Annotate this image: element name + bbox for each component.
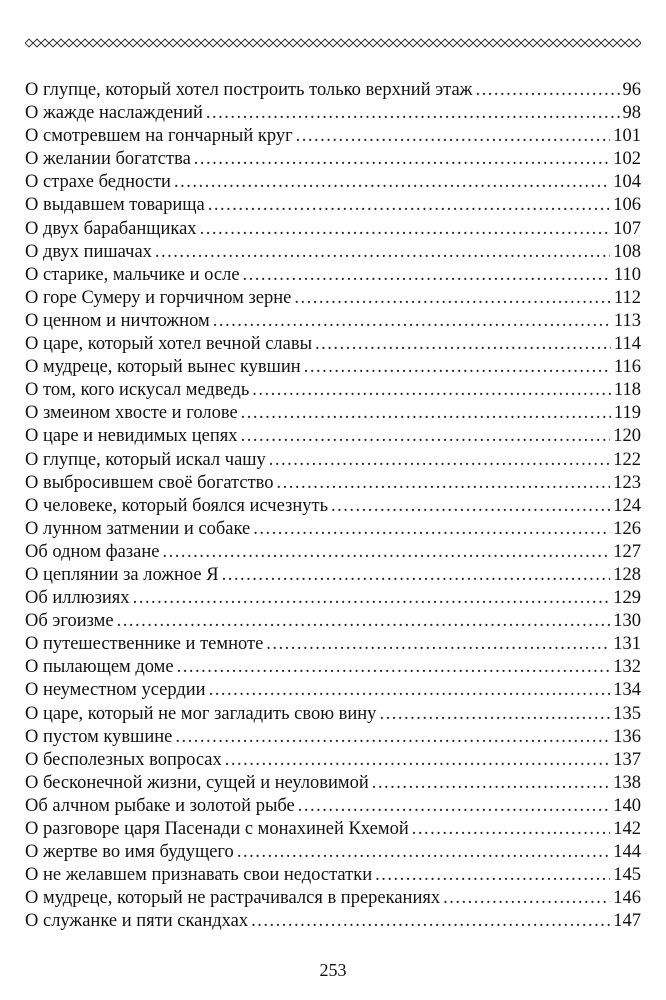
dot-leader — [298, 795, 611, 818]
toc-entry-page: 137 — [613, 749, 641, 770]
toc-entry-title: О пустом кувшине — [25, 726, 173, 747]
dot-leader — [252, 379, 611, 402]
dot-leader — [222, 564, 611, 587]
dot-leader — [174, 171, 610, 194]
toc-entry — [25, 818, 641, 841]
toc-entry — [25, 679, 641, 702]
dot-leader — [296, 125, 611, 148]
toc-entry-page: 142 — [613, 819, 641, 839]
toc-entry-page: 112 — [613, 287, 641, 308]
toc-entry-page: 145 — [613, 865, 641, 886]
toc-entry-title: О царе, который хотел вечной славы — [25, 334, 313, 355]
dot-leader — [251, 910, 610, 933]
toc-entry — [25, 102, 641, 125]
toc-entry — [25, 703, 641, 726]
toc-entry-page: 146 — [613, 888, 641, 909]
dot-leader — [237, 841, 610, 864]
toc-entry-title: О царе, который не мог загладить свою вину — [25, 703, 377, 724]
dot-leader — [200, 218, 611, 241]
toc-entry-page: 122 — [613, 449, 641, 470]
dot-leader — [315, 333, 611, 356]
toc-entry-title: О смотревшем на гончарный круг — [25, 126, 293, 147]
toc-entry — [25, 726, 641, 749]
toc-entry-title: О царе и невидимых цепях — [25, 426, 238, 447]
toc-entry-title: О не желавшем признавать свои недостатки — [25, 865, 373, 886]
dot-leader — [475, 79, 619, 102]
toc-entry-title: О мудреце, который вынес кувшин — [25, 357, 301, 378]
toc-entry — [25, 310, 641, 333]
toc-entry-title: Об алчном рыбаке и золотой рыбе — [25, 795, 295, 816]
toc-entry-page: 120 — [613, 426, 641, 447]
toc-entry — [25, 218, 641, 241]
toc-entry-title: О разговоре царя Пасенади с монахиней Кхемой — [25, 819, 409, 839]
toc-entry — [25, 610, 641, 633]
toc-entry — [25, 402, 641, 425]
toc-entry-page: 147 — [613, 911, 641, 932]
toc-entry-title: О двух пишачах — [25, 241, 152, 262]
dot-leader — [331, 495, 610, 518]
toc-entry-title: Об одном фазане — [25, 541, 160, 562]
dot-leader — [443, 887, 610, 910]
dot-leader — [266, 633, 610, 656]
toc-entry-title: О путешественнике и темноте — [25, 634, 264, 655]
toc-entry — [25, 171, 641, 194]
toc-entry-page: 124 — [613, 495, 641, 516]
toc-entry-title: О выдавшем товарища — [25, 195, 205, 216]
dot-leader — [175, 726, 610, 749]
toc-entry-title: Об эгоизме — [25, 611, 114, 632]
toc-entry-title: О двух барабанщиках — [25, 218, 197, 239]
toc-entry-title: О мудреце, который не растрачивался в пререканиях — [25, 888, 441, 909]
toc-entry-page: 138 — [613, 772, 641, 793]
toc-entry — [25, 264, 641, 287]
toc-entry — [25, 356, 641, 379]
toc-entry-page: 136 — [613, 726, 641, 747]
toc-entry — [25, 287, 641, 310]
toc-entry-page: 102 — [613, 149, 641, 170]
toc-entry-page: 110 — [613, 264, 641, 285]
dot-leader — [243, 264, 611, 287]
toc-entry-title: О старике, мальчике и осле — [25, 264, 240, 285]
toc-entry-page: 107 — [613, 218, 641, 239]
toc-entry — [25, 148, 641, 171]
toc-entry-page: 101 — [613, 126, 641, 147]
dot-leader — [177, 656, 611, 679]
toc-entry-title: О выбросившем своё богатство — [25, 472, 274, 493]
toc-entry — [25, 633, 641, 656]
dot-leader — [241, 402, 611, 425]
page-number: 253 — [319, 960, 347, 980]
dot-leader — [117, 610, 611, 633]
toc-entry — [25, 472, 641, 495]
dot-leader — [294, 287, 611, 310]
table-of-contents — [25, 79, 641, 933]
toc-entry — [25, 749, 641, 772]
toc-entry-page: 128 — [613, 564, 641, 585]
toc-entry-page: 131 — [613, 634, 641, 655]
toc-entry-title: О неуместном усердии — [25, 680, 206, 701]
toc-entry-page: 127 — [613, 541, 641, 562]
dot-leader — [412, 818, 611, 841]
toc-entry — [25, 518, 641, 541]
toc-entry-page: 132 — [613, 657, 641, 678]
toc-entry — [25, 241, 641, 264]
toc-entry-page: 135 — [613, 703, 641, 724]
toc-entry-page: 108 — [613, 241, 641, 262]
toc-entry-title: О жажде наслаждений — [25, 103, 203, 124]
toc-entry-title: О бесконечной жизни, сущей и неуловимой — [25, 772, 369, 793]
toc-entry — [25, 379, 641, 402]
toc-entry-title: Об иллюзиях — [25, 588, 130, 609]
toc-entry-title: О лунном затмении и собаке — [25, 518, 251, 539]
toc-entry — [25, 194, 641, 217]
toc-entry — [25, 125, 641, 148]
toc-entry — [25, 772, 641, 795]
toc-entry-title: О глупце, который искал чашу — [25, 449, 266, 470]
toc-entry-page: 98 — [622, 103, 641, 124]
toc-entry-page: 126 — [613, 518, 641, 539]
toc-entry-title: О том, кого искусал медведь — [25, 380, 250, 401]
dot-leader — [213, 310, 611, 333]
toc-entry-title: О горе Сумеру и горчичном зерне — [25, 287, 292, 308]
toc-entry-page: 144 — [613, 842, 641, 863]
dot-leader — [163, 541, 611, 564]
toc-entry — [25, 864, 641, 887]
toc-entry-page: 113 — [613, 310, 641, 331]
toc-entry-title: О глупце, который хотел построить только верхний этаж — [25, 80, 473, 100]
toc-entry-title: О ценном и ничтожном — [25, 310, 210, 331]
toc-entry-title: О бесполезных вопросах — [25, 749, 222, 770]
dot-leader — [277, 472, 611, 495]
toc-entry-page: 96 — [622, 80, 641, 100]
dot-leader — [375, 864, 610, 887]
toc-entry-page: 116 — [613, 357, 641, 378]
toc-entry-page: 130 — [613, 611, 641, 632]
toc-entry — [25, 541, 641, 564]
toc-entry — [25, 564, 641, 587]
dot-leader — [206, 102, 620, 125]
toc-entry — [25, 449, 641, 472]
toc-entry-page: 114 — [613, 334, 641, 355]
toc-entry-title: О змеином хвосте и голове — [25, 403, 238, 424]
toc-entry — [25, 656, 641, 679]
dot-leader — [225, 749, 611, 772]
toc-entry — [25, 79, 641, 102]
toc-entry — [25, 795, 641, 818]
dot-leader — [208, 194, 611, 217]
toc-entry-page: 104 — [613, 172, 641, 193]
dot-leader — [155, 241, 610, 264]
dot-leader — [133, 587, 611, 610]
toc-entry-page: 118 — [613, 380, 641, 401]
dot-leader — [379, 703, 610, 726]
toc-entry-page: 123 — [613, 472, 641, 493]
dot-leader — [269, 449, 610, 472]
dot-leader — [194, 148, 610, 171]
toc-entry-title: О человеке, который боялся исчезнуть — [25, 495, 329, 516]
toc-entry — [25, 887, 641, 910]
dot-leader — [372, 772, 610, 795]
toc-entry-page: 119 — [613, 403, 641, 424]
toc-entry-page: 134 — [613, 680, 641, 701]
toc-entry — [25, 425, 641, 448]
dot-leader — [209, 679, 611, 702]
toc-entry — [25, 587, 641, 610]
decorative-border — [25, 38, 641, 48]
toc-entry-page: 106 — [613, 195, 641, 216]
toc-entry-title: О цеплянии за ложное Я — [25, 564, 219, 585]
toc-entry-title: О служанке и пяти скандхах — [25, 911, 249, 932]
dot-leader — [253, 518, 610, 541]
toc-entry-title: О страхе бедности — [25, 172, 171, 193]
toc-entry-page: 140 — [613, 795, 641, 816]
toc-entry-page: 129 — [613, 588, 641, 609]
toc-entry — [25, 841, 641, 864]
toc-entry-title: О жертве во имя будущего — [25, 842, 234, 863]
toc-entry-title: О пылающем доме — [25, 657, 174, 678]
toc-entry — [25, 910, 641, 933]
toc-entry — [25, 495, 641, 518]
dot-leader — [241, 425, 611, 448]
toc-entry-title: О желании богатства — [25, 149, 191, 170]
dot-leader — [304, 356, 611, 379]
toc-entry — [25, 333, 641, 356]
